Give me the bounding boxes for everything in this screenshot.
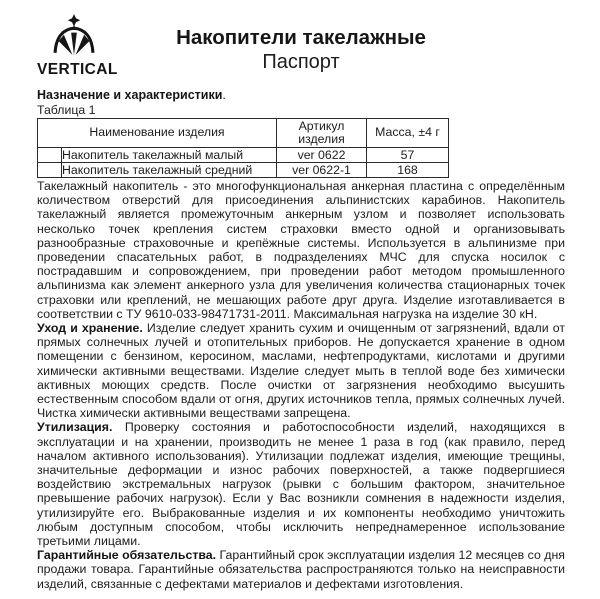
product-name: Накопитель такелажный средний xyxy=(62,163,277,178)
paragraph-warranty xyxy=(37,548,565,591)
document-body xyxy=(37,179,565,591)
col-header-name: Наименование изделия xyxy=(38,119,277,148)
page-title: Накопители такелажные xyxy=(176,26,426,49)
paragraph-description: Такелажный накопитель - это многофункциональная анкерная пластина с определённым количеством отверстий для присоединения альпинистских карабинов. Накопитель такелажный является промежуточным анкерным узлом и позволяет использовать несколько точек крепления систем страховки вместо одной и организовывать разнообразные страховочные и крепёжные системы. Используется в альпинизме при проведении спасательных работ, в подразделениях МЧС для спуска носилок с пострадавшим и сопровождением, при проведении работ методом промышленного альпинизма как элемент анкерного узла для увеличения количества стационарных точек страховки или креплений, не мешающих работе друг друга. Изделие изготавливается в соответствии с ТУ 9610-033-98471731-2011. Максимальная нагрузка на изделие 30 кН. xyxy=(37,179,565,321)
table-header-row xyxy=(38,119,449,148)
table-row xyxy=(38,163,449,178)
product-mass: 168 xyxy=(367,163,449,178)
vertical-crown-star-icon xyxy=(52,14,96,60)
paragraph-disposal xyxy=(37,420,565,548)
section-heading-period: . xyxy=(222,88,226,102)
paragraph-disposal-body: Проверку состояния и работоспособности изделий, находящихся в эксплуатации и на хранении, производить не менее 1 раза в год (как правило, перед началом активного использования). Утилизации подлежат изделия, имеющие трещины, значительные деформации и износ рабочих поверхностей, а также подвергшиеся воздействию экстремальных нагрузок (рывки с большим фактором, значительное превышение рабочих нагрузок). Если у Вас возникли сомнения в надежности изделия, утилизируйте его. Выбракованные изделия и их компоненты необходимо уничтожить любым доступным способом, чтобы исключить непреднамеренное использование третьими лицами. xyxy=(37,420,565,549)
paragraph-warranty-body: Гарантийный срок эксплуатации изделия 12 месяцев со дня продажи товара. Гарантийные обязательства распространяются только на неисправности изделий, связанные с дефектами материалов и дефектами изготовления. xyxy=(37,548,565,591)
table-row xyxy=(38,148,449,163)
row-index-cell xyxy=(38,148,62,163)
vertical-logo xyxy=(37,14,118,79)
paragraph-disposal-lead: Утилизация. xyxy=(37,420,113,435)
brand-name: VERTICAL xyxy=(37,61,118,78)
product-name: Накопитель такелажный малый xyxy=(62,148,277,163)
row-index-cell xyxy=(38,163,62,178)
col-header-sku: Артикул изделия xyxy=(277,119,367,148)
product-sku: ver 0622-1 xyxy=(277,163,367,178)
section-heading-text: Назначение и характеристики xyxy=(37,88,223,102)
table-caption: Таблица 1 xyxy=(37,103,96,117)
paragraph-care xyxy=(37,321,565,420)
section-heading-purpose xyxy=(37,88,565,103)
product-sku: ver 0622 xyxy=(277,148,367,163)
product-mass: 57 xyxy=(367,148,449,163)
products-table xyxy=(37,118,449,178)
page-subtitle: Паспорт xyxy=(262,51,340,73)
paragraph-care-lead: Уход и хранение. xyxy=(37,321,143,336)
paragraph-care-body: Изделие следует хранить сухим и очищенным от загрязнений, вдали от прямых солнечных лучей и отопительных приборов. Не допускается хранение в одном помещении с бензином, керосином, маслами, нефтепродуктами, кислотами и другими химически активными веществами. Изделие следует мыть в теплой воде без химически активных моющих средств. После очистки от загрязнения необходимо высушить естественным способом вдали от огня, других источников тепла, прямых солнечных лучей. Чистка химически активными веществами запрещена. xyxy=(37,321,565,421)
document-header xyxy=(37,0,565,84)
paragraph-warranty-lead: Гарантийные обязательства. xyxy=(37,548,217,563)
col-header-mass: Масса, ±4 г xyxy=(367,119,449,148)
